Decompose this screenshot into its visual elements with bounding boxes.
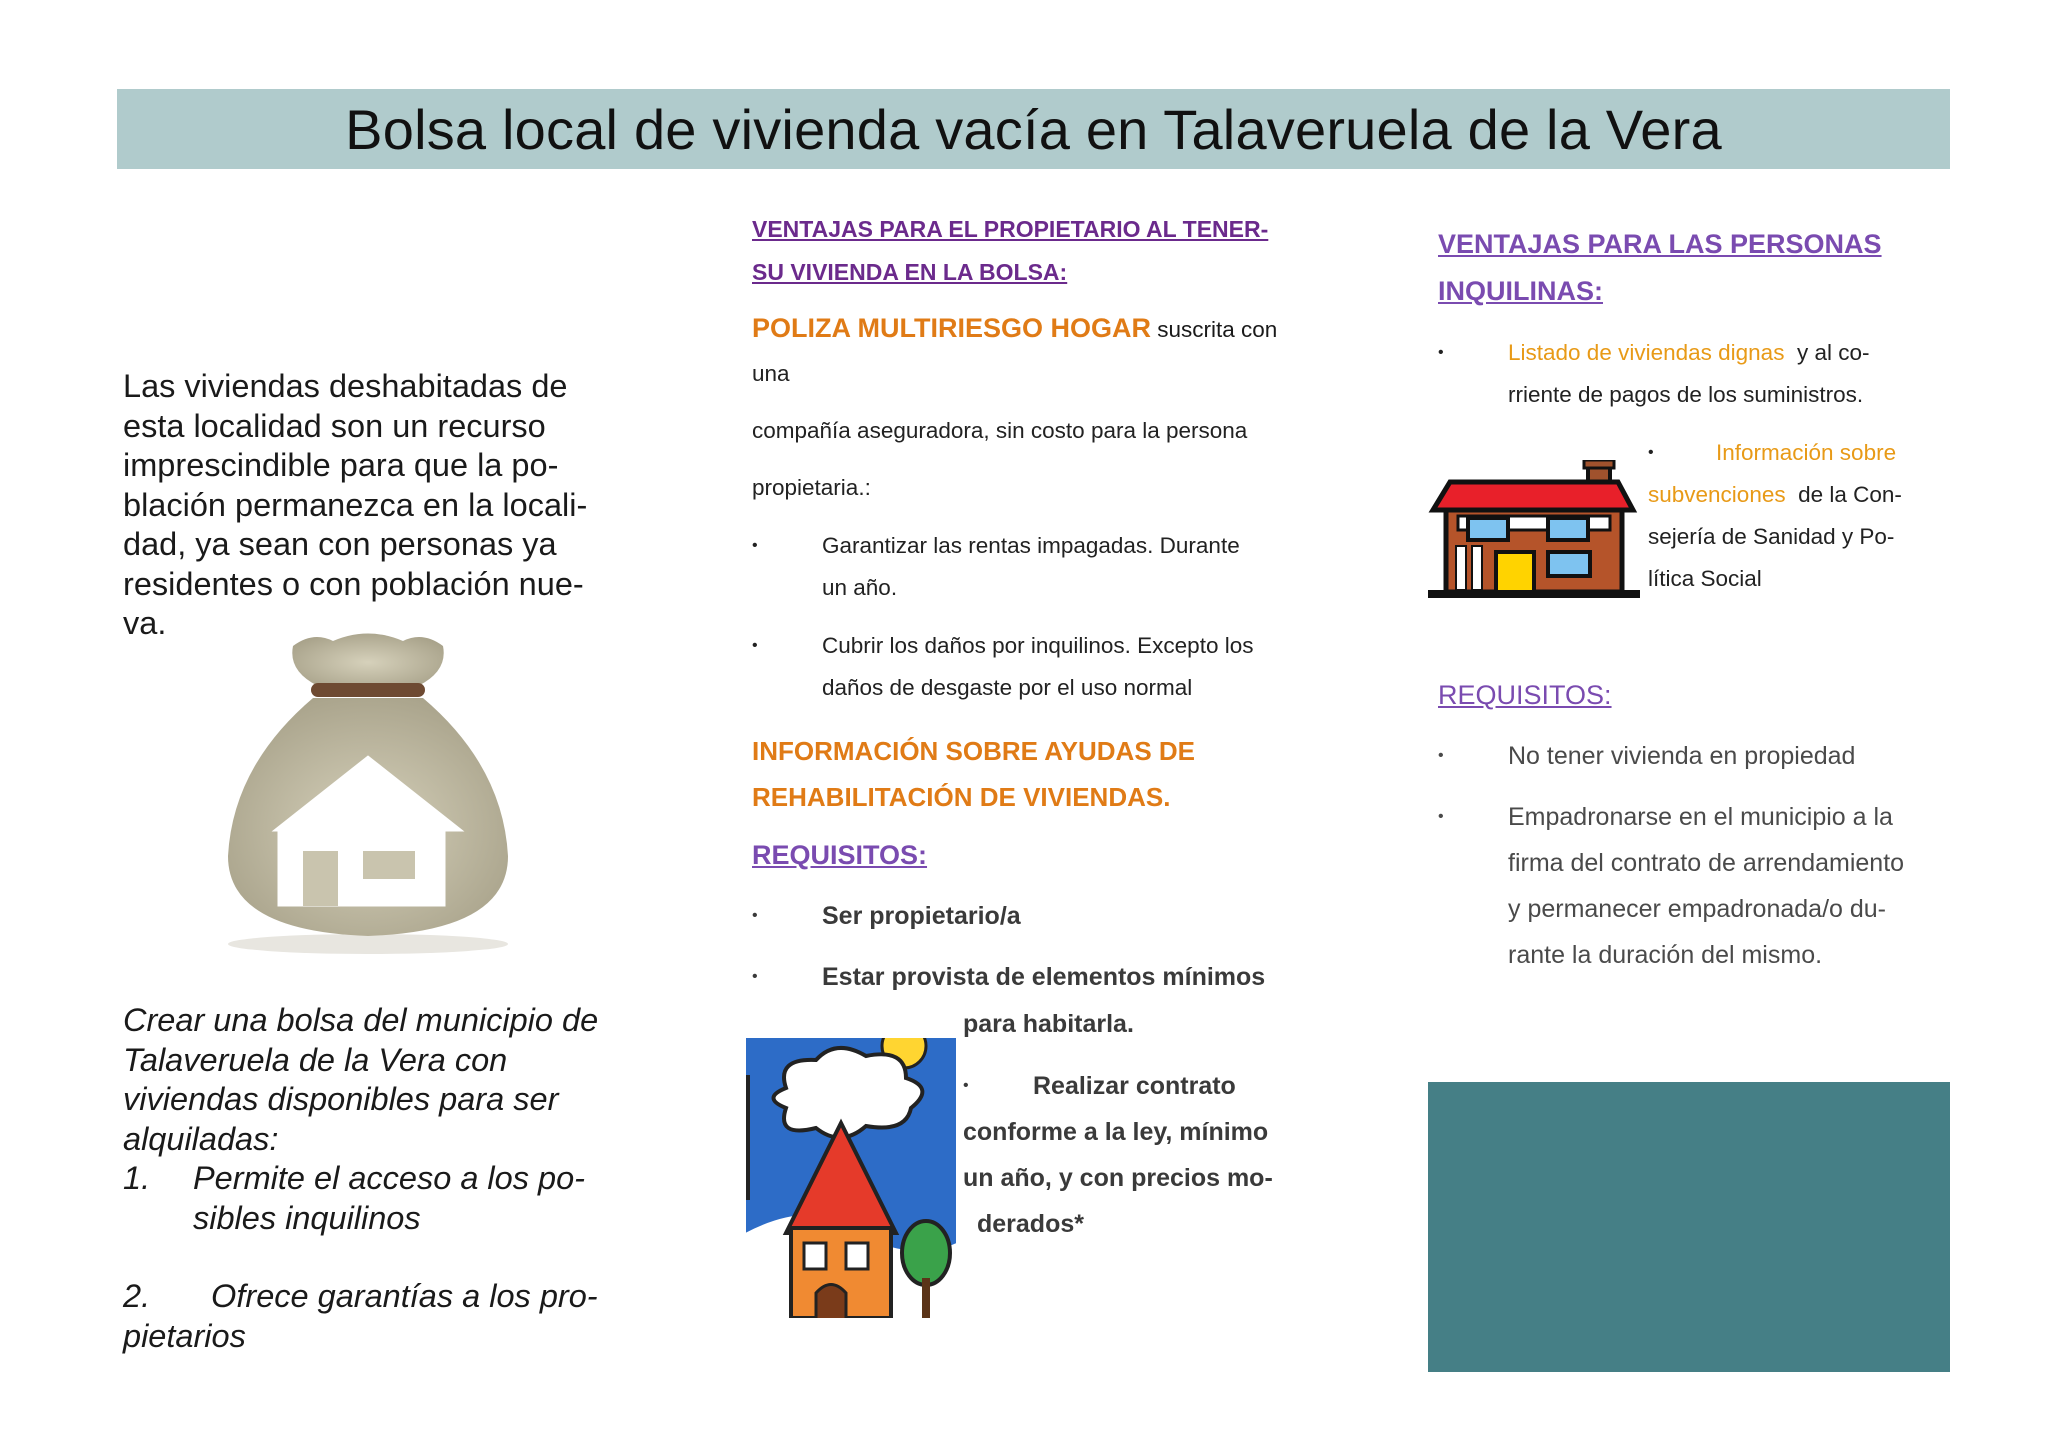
title-banner	[117, 89, 1950, 169]
req-line: y permanecer empadronada/o du-	[1508, 895, 1887, 923]
req3-line2: conforme a la ley, mínimo	[963, 1118, 1269, 1146]
list-item	[752, 893, 1322, 939]
bullet-icon: •	[752, 968, 758, 985]
house-icon	[1428, 460, 1640, 600]
propietaria-text: propietaria.:	[752, 475, 871, 500]
teal-panel	[1428, 1082, 1950, 1372]
poliza-una: una	[752, 361, 790, 386]
req3-line1: Realizar contrato	[1033, 1072, 1236, 1100]
list-item	[1438, 794, 1904, 978]
requisitos-propietario-heading: REQUISITOS:	[752, 840, 928, 870]
inquilinas-heading-line1: VENTAJAS PARA LAS PERSONAS	[1438, 229, 1882, 259]
list-number: 1.	[123, 1160, 151, 1196]
list-text: Ofrece garantías a los pro-	[193, 1278, 598, 1314]
compania-text: compañía aseguradora, sin costo para la persona	[752, 418, 1248, 443]
bullet-line: Garantizar las rentas impagadas. Durante	[822, 533, 1240, 558]
req-text: No tener vivienda en propiedad	[1508, 742, 1856, 770]
propietario-bullets	[752, 525, 1322, 709]
list-item	[752, 525, 1322, 609]
crear-bolsa-section	[123, 1001, 643, 1356]
listado-rest: y al co-	[1784, 340, 1870, 365]
list-item	[752, 954, 1322, 1000]
poliza-rest: suscrita con	[1151, 317, 1278, 342]
list-item	[1438, 733, 1904, 779]
bullet-icon: •	[1648, 444, 1654, 461]
bullet-icon: •	[752, 907, 758, 924]
intro-paragraph: Las viviendas deshabitadas de esta localidad son un recurso imprescindible para que la po-blación permanezca en la locali-dad, ya sean con personas ya residentes o con población nue-va.	[123, 368, 588, 641]
list-item	[123, 1159, 643, 1238]
ayudas-line1: INFORMACIÓN SOBRE AYUDAS DE	[752, 736, 1196, 766]
req-line: firma del contrato de arrendamiento	[1508, 849, 1905, 877]
crear-text: Crear una bolsa del municipio de Talaveruela de la Vera con viviendas disponibles para ser alquiladas:	[123, 1002, 599, 1157]
ayudas-line2: REHABILITACIÓN DE VIVIENDAS.	[752, 782, 1171, 812]
propietario-heading-line2: SU VIVIENDA EN LA BOLSA:	[752, 259, 1068, 285]
bullet-line: daños de desgaste por el uso normal	[822, 675, 1193, 700]
req3-line3: un año, y con precios mo-	[963, 1164, 1273, 1192]
list-item	[123, 1277, 643, 1317]
inquilinas-bullet-1	[1438, 332, 1869, 416]
poliza-line	[752, 314, 1322, 344]
bullet-icon: •	[963, 1077, 969, 1094]
ayudas-heading	[752, 728, 1322, 820]
bullet-line: Cubrir los daños por inquilinos. Excepto los	[822, 633, 1254, 658]
requisitos-inquilinas-heading: REQUISITOS:	[1438, 680, 1612, 710]
list-item	[752, 625, 1322, 709]
poliza-bold: POLIZA MULTIRIESGO HOGAR	[752, 313, 1151, 343]
req2-line2: para habitarla.	[963, 1010, 1134, 1038]
bullet-icon: •	[752, 537, 758, 554]
req-line: rante la duración del mismo.	[1508, 941, 1823, 969]
politica-line: lítica Social	[1648, 566, 1762, 591]
bullet-icon: •	[752, 637, 758, 654]
inquilinas-bullet-2	[1648, 432, 1902, 600]
req-text: Estar provista de elementos mínimos	[822, 963, 1266, 991]
listado-line2: rriente de pagos de los suministros.	[1508, 382, 1864, 407]
bullet-line: un año.	[822, 575, 898, 600]
inquilinas-heading-line2: INQUILINAS:	[1438, 276, 1603, 306]
req3-line4: derados*	[977, 1210, 1084, 1238]
list-item	[1438, 332, 1869, 416]
requisitos-propietario-list	[752, 893, 1322, 1000]
list-text-continued: pietarios	[123, 1317, 246, 1354]
propietario-heading-line1: VENTAJAS PARA EL PROPIETARIO AL TENER-	[752, 216, 1269, 242]
requisitos-inquilinas-list	[1438, 733, 1904, 978]
page-title: Bolsa local de vivienda vacía en Talaveruela de la Vera	[345, 97, 1722, 161]
informacion-orange: Información sobre	[1716, 440, 1897, 465]
req-line: Empadronarse en el municipio a la	[1508, 803, 1893, 831]
list-text: Permite el acceso a los po-sibles inquilinos	[193, 1160, 585, 1236]
subvenciones-orange: subvenciones	[1648, 482, 1786, 507]
req3-block	[963, 1063, 1273, 1247]
consejeria-line: sejería de Sanidad y Po-	[1648, 524, 1895, 549]
bullet-icon: •	[1438, 808, 1444, 825]
bullet-icon: •	[1438, 344, 1444, 361]
subvenciones-rest: de la Con-	[1785, 482, 1902, 507]
req-text: Ser propietario/a	[822, 902, 1021, 930]
house-cloud-illustration	[746, 1038, 956, 1318]
list-number: 2.	[123, 1278, 151, 1314]
listado-orange: Listado de viviendas dignas	[1508, 340, 1785, 365]
money-bag-house-icon	[213, 626, 523, 956]
bullet-icon: •	[1438, 747, 1444, 764]
propietario-heading	[752, 208, 1322, 294]
inquilinas-heading	[1438, 221, 1882, 315]
